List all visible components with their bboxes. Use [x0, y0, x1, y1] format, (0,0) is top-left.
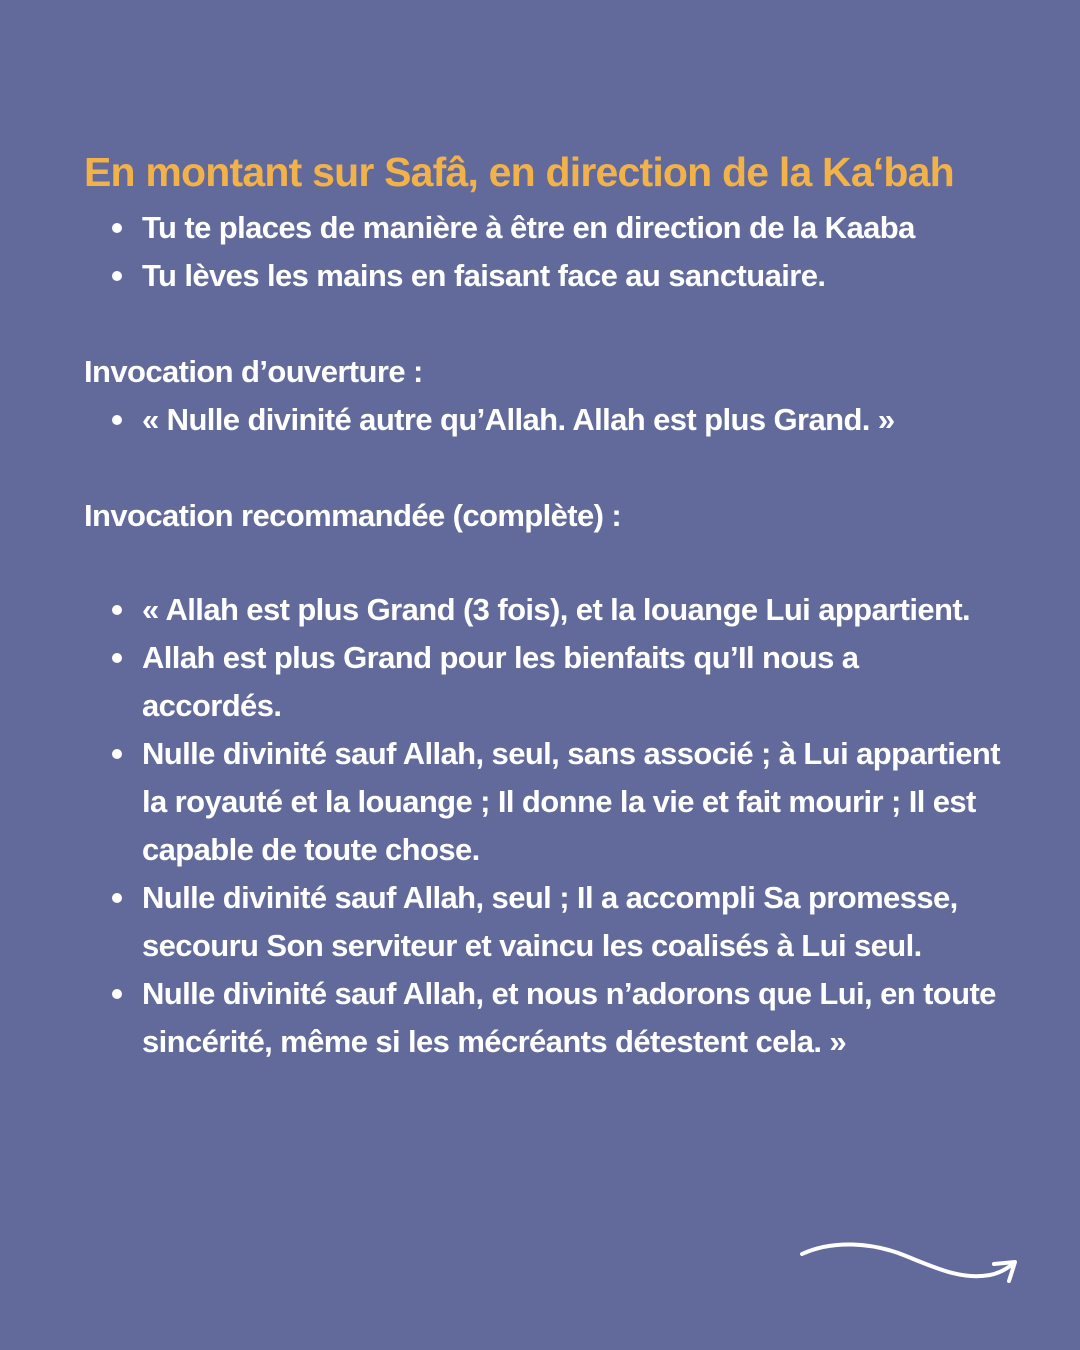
- bullet-icon: [112, 653, 122, 663]
- intro-list: [84, 204, 1004, 300]
- recommended-heading: Invocation recommandée (complète) :: [84, 498, 622, 533]
- bullet-icon: [112, 223, 122, 233]
- list-item: [84, 396, 1004, 444]
- list-item: [84, 252, 1004, 300]
- opening-list: [84, 396, 1004, 444]
- bullet-icon: [112, 605, 122, 615]
- bullet-icon: [112, 749, 122, 759]
- list-item-text: Allah est plus Grand pour les bienfaits qu’Il nous a accordés.: [142, 640, 859, 723]
- bullet-icon: [112, 415, 122, 425]
- opening-heading: Invocation d’ouverture :: [84, 354, 423, 389]
- list-item-text: Tu lèves les mains en faisant face au sanctuaire.: [142, 258, 826, 293]
- list-item-text: Nulle divinité sauf Allah, seul ; Il a accompli Sa promesse, secouru Son serviteur et vaincu les coalisés à Lui seul.: [142, 880, 958, 963]
- list-item-text: Tu te places de manière à être en direction de la Kaaba: [142, 210, 915, 245]
- recommended-list: [84, 586, 1004, 1066]
- bullet-icon: [112, 989, 122, 999]
- list-item-text: « Nulle divinité autre qu’Allah. Allah est plus Grand. »: [142, 402, 895, 437]
- list-item: [84, 586, 1004, 634]
- slide-content: [84, 146, 1004, 1066]
- bullet-icon: [112, 893, 122, 903]
- bullet-icon: [112, 271, 122, 281]
- list-item-text: Nulle divinité sauf Allah, seul, sans associé ; à Lui appartient la royauté et la louange ; Il donne la vie et fait mourir ; Il est capable de toute chose.: [142, 736, 1000, 867]
- list-item-text: Nulle divinité sauf Allah, et nous n’adorons que Lui, en toute sincérité, même si les mécréants détestent cela. »: [142, 976, 996, 1059]
- list-item: [84, 970, 1004, 1066]
- list-item: [84, 874, 1004, 970]
- curved-arrow-icon[interactable]: [798, 1236, 1022, 1292]
- list-item: [84, 204, 1004, 252]
- page-title: En montant sur Safâ, en direction de la Ka‘bah: [84, 149, 954, 195]
- list-item-text: « Allah est plus Grand (3 fois), et la louange Lui appartient.: [142, 592, 971, 627]
- list-item: [84, 730, 1004, 874]
- list-item: [84, 634, 1004, 730]
